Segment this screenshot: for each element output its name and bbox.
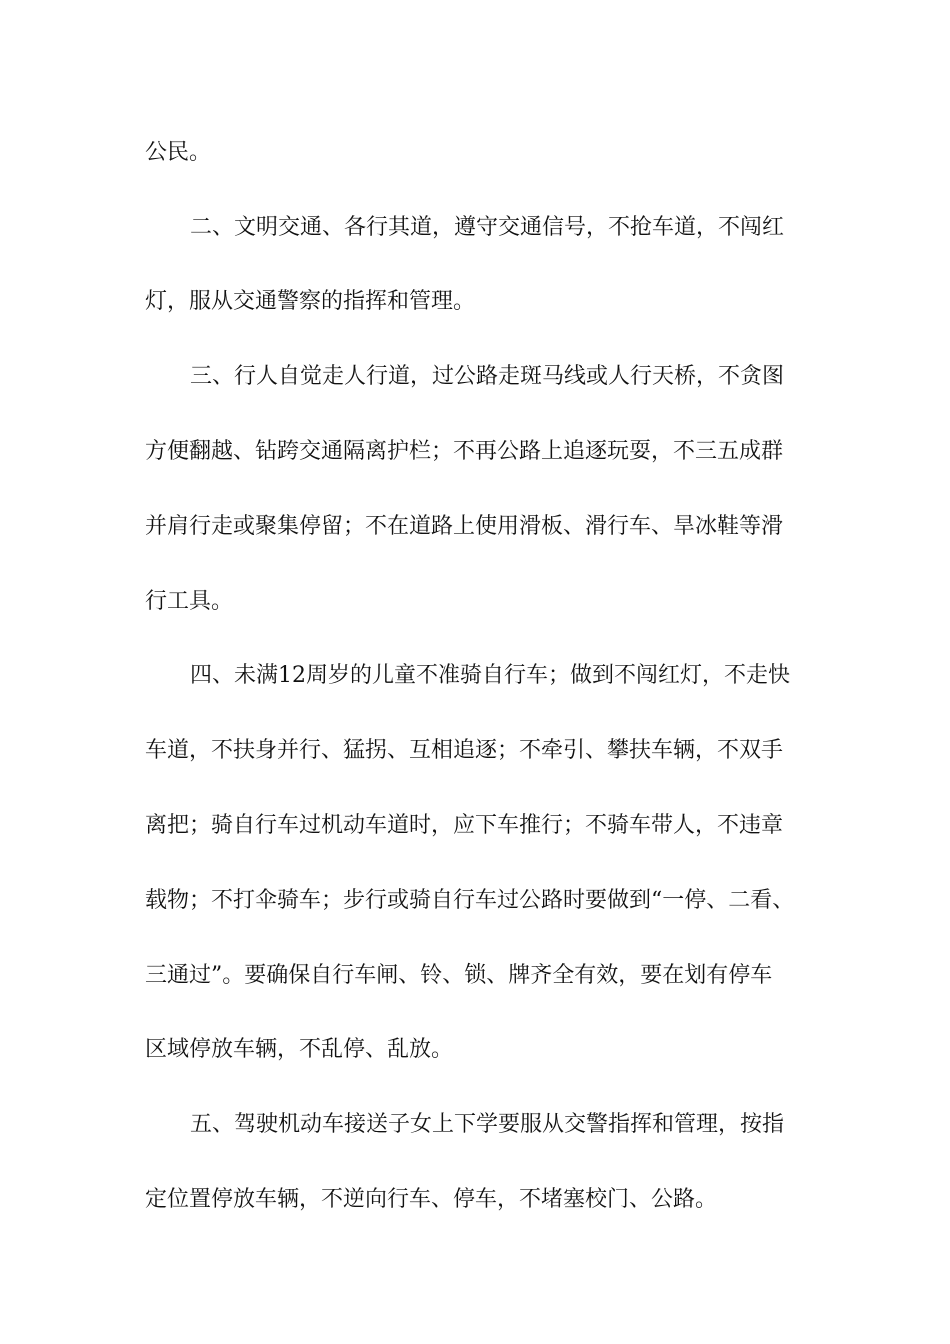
text-line: 三通过”。要确保自行车闸、铃、锁、牌齐全有效，要在划有停车 (145, 963, 773, 988)
text-line: 车道，不扶身并行、猛拐、互相追逐；不牵引、攀扶车辆，不双手 (145, 738, 784, 763)
paragraph-4-first-line: 四、未满12周岁的儿童不准骑自行车；做到不闯红灯，不走快 (190, 663, 790, 688)
text-line: 载物；不打伞骑车；步行或骑自行车过公路时要做到“一停、二看、 (145, 888, 795, 913)
text-line: 区域停放车辆，不乱停、乱放。 (145, 1037, 454, 1062)
text-line: 方便翻越、钻跨交通隔离护栏；不再公路上追逐玩耍，不三五成群 (145, 439, 784, 464)
paragraph-5-first-line: 五、驾驶机动车接送子女上下学要服从交警指挥和管理，按指 (190, 1112, 785, 1137)
text-line: 定位置停放车辆，不逆向行车、停车，不堵塞校门、公路。 (145, 1187, 718, 1212)
text-line: 离把；骑自行车过机动车道时，应下车推行；不骑车带人，不违章 (145, 813, 784, 838)
text-line: 行工具。 (145, 589, 234, 614)
text-line: 灯，服从交通警察的指挥和管理。 (145, 289, 476, 314)
paragraph-3-first-line: 三、行人自觉走人行道，过公路走斑马线或人行天桥，不贪图 (190, 364, 785, 389)
text-line: 并肩行走或聚集停留；不在道路上使用滑板、滑行车、旱冰鞋等滑 (145, 514, 784, 539)
paragraph-2-first-line: 二、文明交通、各行其道，遵守交通信号，不抢车道，不闯红 (190, 215, 785, 240)
text-line: 公民。 (145, 140, 212, 165)
